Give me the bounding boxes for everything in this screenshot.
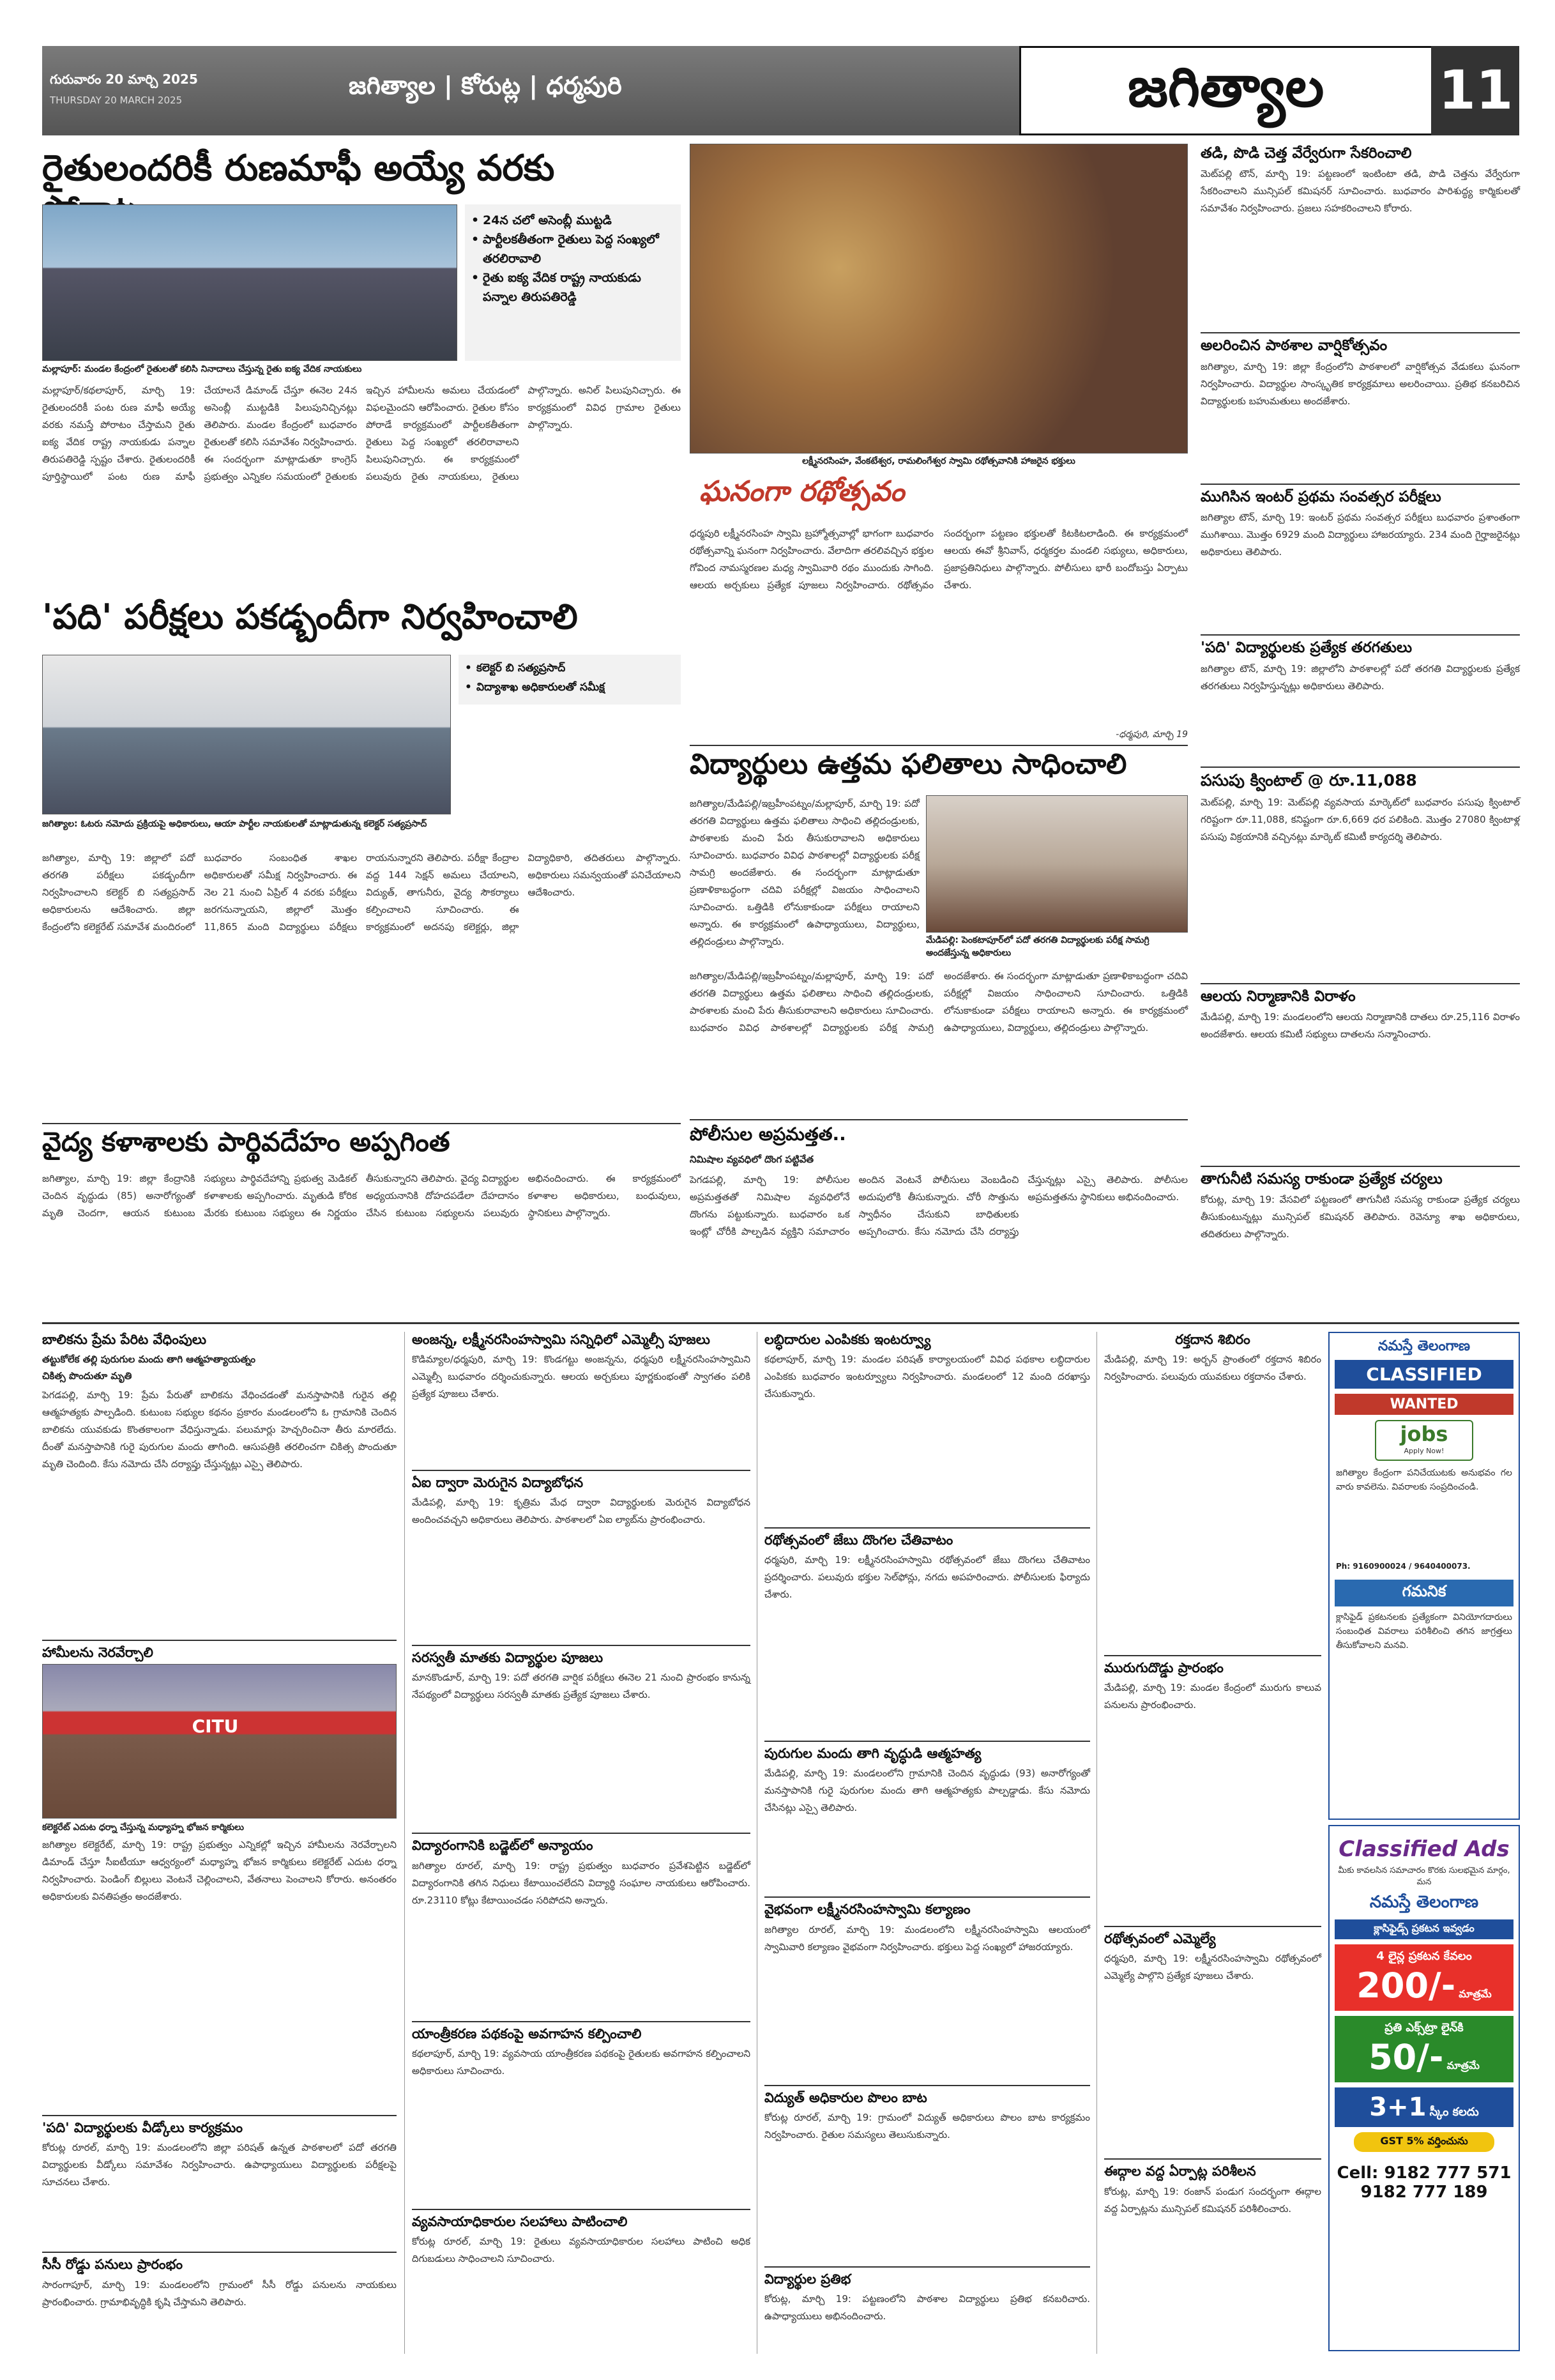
- c1-headline: అంజన్న, లక్ష్మీనరసింహస్వామి సన్నిధిలో ఎమ్మెల్సీ పూజలు: [412, 1332, 710, 1347]
- d3-headline: పురుగుల మందు తాగి వృద్ధుడి ఆత్మహత్య: [764, 1746, 982, 1762]
- right2-headline: అలరించిన పాఠశాల వార్షికోత్సవం: [1201, 337, 1388, 355]
- ad-gamanika-text: క్లాసిఫైడ్ ప్రకటనలకు ప్రత్యేకంగా వినియోగదారులు సంబంధిత వివరాలు పరిశీలించి తగిన జాగ్రత్తలు తీసుకోవాలని మనవి.: [1336, 1612, 1512, 1651]
- ad-jobs-text: jobs: [1400, 1422, 1448, 1446]
- a5-headline: వైద్య కళాశాలకు పార్థివదేహం అప్పగింత: [42, 1126, 450, 1157]
- promo-cell-2: 9182 777 189: [1360, 2183, 1488, 2202]
- promo-offer-1: 4 లైన్ల ప్రకటన కేవలం: [1376, 1949, 1472, 1963]
- d4-headline: వైభవంగా లక్ష్మీనరసింహస్వామి కల్యాణం: [764, 1902, 971, 1918]
- lower-col-4-separator-2: [1104, 1926, 1321, 1927]
- a4-body-bottom: జగిత్యాల/మేడిపల్లి/ఇబ్రహీంపట్నం/మల్లాపూర్, మార్చి 19: పదో తరగతి విద్యార్థులు ఉత్తమ ఫలితాలు సాధించి తల్లిదండ్రులకు, పాఠశాలకు మంచి పేరు తీసుకురావాలని అధికారులు సూచించారు. బుధవారం వివిధ పాఠశాలల్లో విద్యార్థులకు పరీక్ష సామగ్రి అందజేశారు. ఈ సందర్భంగా మాట్లాడుతూ ప్రణాళికాబద్ధంగా చదివి పరీక్షల్లో విజయం సాధించాలని సూచించారు. ఒత్తిడికి లోనుకాకుండా పరీక్షలు రాయాలని అన్నారు. ఈ కార్యక్రమంలో ఉపాధ్యాయులు, విద్యార్థులు, తల్లిదండ్రులు పాల్గొన్నారు.: [690, 970, 1188, 1034]
- lower-col-1-separator-2: [42, 2115, 397, 2116]
- a1-body: మల్లాపూర్/కథలాపూర్, మార్చి 19: రైతులందరికీ పంట రుణ మాఫీ అయ్యే వరకు నమస్తే పోరాటం చేస్తామని రైతు ఐక్య వేదిక రాష్ట్ర నాయకుడు పన్నాల తిరుపతిరెడ్డి స్పష్టం చేశారు. రైతులందరికీ పూర్తిస్థాయిలో పంట రుణ మాఫీ చేయాలనే డిమాండ్‌ చేస్తూ ఈనెల 24న అసెంబ్లీ ముట్టడికి పిలుపునిచ్చినట్లు తెలిపారు. మండల కేంద్రంలో బుధవారం రైతులతో కలిసి సమావేశం నిర్వహించారు. ఈ సందర్భంగా మాట్లాడుతూ కాంగ్రెస్‌ ప్రభుత్వం ఎన్నికల సమయంలో రైతులకు ఇచ్చిన హామీలను అమలు చేయడంలో విఫలమైందని ఆరోపించారు. రైతుల కోసం పోరాడే కార్యక్రమంలో పార్టీలకతీతంగా రైతులు పెద్ద సంఖ్యలో తరలిరావాలని పిలుపునిచ్చారు. ఈ కార్యక్రమంలో పలువురు రైతు నాయకులు, రైతులు పాల్గొన్నారు. అనిల్ పిలుపునిచ్చారు. ఈ కార్యక్రమంలో వివిధ గ్రామాల రైతులు పాల్గొన్నారు.: [42, 385, 681, 482]
- promo-offer-2: ప్రతి ఎక్స్‌ట్రా లైన్‌కి: [1384, 2021, 1464, 2034]
- a4-body-left: జగిత్యాల/మేడిపల్లి/ఇబ్రహీంపట్నం/మల్లాపూర్, మార్చి 19: పదో తరగతి విద్యార్థులు ఉత్తమ ఫలితాలు సాధించి తల్లిదండ్రులకు, పాఠశాలకు మంచి పేరు తీసుకురావాలని అధికారులు సూచించారు. బుధవారం వివిధ పాఠశాలల్లో విద్యార్థులకు పరీక్ష సామగ్రి అందజేశారు. ఈ సందర్భంగా మాట్లాడుతూ ప్రణాళికాబద్ధంగా చదివి పరీక్షల్లో విజయం సాధించాలని సూచించారు. ఒత్తిడికి లోనుకాకుండా పరీక్షలు రాయాలని అన్నారు. ఈ కార్యక్రమంలో ఉపాధ్యాయులు, విద్యార్థులు, తల్లిదండ్రులు పాల్గొన్నారు.: [690, 798, 920, 947]
- ad-wanted-phone: Ph: 9160900024 / 9640400073.: [1336, 1562, 1471, 1571]
- e4-headline: ఈద్గాల వద్ద ఏర్పాట్ల పరిశీలన: [1104, 2163, 1256, 2179]
- a6-separator: [690, 1119, 1188, 1120]
- a1-bullet-2: • పార్టీలకతీతంగా రైతులు పెద్ద సంఖ్యలో తరలిరావాలి: [469, 230, 677, 268]
- a1-bullet-3: • రైతు ఐక్య వేదిక రాష్ట్ర నాయకుడు పన్నాల తిరుపతిరెడ్డి: [469, 268, 677, 307]
- promo-strip: క్లాసిఫైడ్స్ ప్రకటన ఇవ్వడం: [1335, 1919, 1513, 1939]
- b4-body: సారంగాపూర్, మార్చి 19: మండలంలోని గ్రామంలో సీసీ రోడ్డు పనులను నాయకులు ప్రారంభించారు. గ్రామాభివృద్ధికి కృషి చేస్తామని తెలిపారు.: [42, 2278, 397, 2308]
- d2-body: ధర్మపురి, మార్చి 19: లక్ష్మీనరసింహస్వామి రథోత్సవంలో జేబు దొంగలు చేతివాటం ప్రదర్శించారు. పలువురు భక్తుల సెల్‌ఫోన్లు, నగదు అపహరించారు. పోలీసులకు ఫిర్యాదు చేశారు.: [764, 1554, 1090, 1601]
- promo-price-2: 50/-: [1369, 2037, 1444, 2077]
- a3-photo: [690, 144, 1188, 454]
- lower-col-1-separator-1: [42, 1640, 397, 1641]
- ad-jobs-graphic: [1375, 1420, 1473, 1461]
- promo-price-2-sub: మాత్రమే: [1446, 2059, 1480, 2071]
- masthead-date-telugu: గురువారం 20 మార్చి 2025: [50, 72, 198, 87]
- promo-offer-1-box: [1335, 1944, 1513, 2011]
- a4-photo: [926, 795, 1188, 933]
- masthead-editions: జగిత్యాల | కోరుట్ల | ధర్మపురి: [349, 72, 622, 100]
- lower-col-4-separator-3: [1104, 2158, 1321, 2160]
- lower-col-1: [42, 1332, 397, 2354]
- a1-bullet-1: • 24న చలో అసెంబ్లీ ముట్టడి: [469, 211, 677, 230]
- d1-headline: లబ్ధిదారుల ఎంపికకు ఇంటర్వ్యూ: [764, 1332, 931, 1347]
- e4-body: కోరుట్ల, మార్చి 19: రంజాన్ పండుగ సందర్భంగా ఈద్గాల వద్ద ఏర్పాట్లను మున్సిపల్ కమిషనర్ పరిశీలించారు.: [1104, 2185, 1321, 2215]
- a1-photo: [42, 204, 457, 361]
- d6-body: కోరుట్ల, మార్చి 19: పట్టణంలోని పాఠశాల విద్యార్థులు ప్రతిభ కనబరిచారు. ఉపాధ్యాయులు అభినందించారు.: [764, 2292, 1090, 2322]
- ad-wanted-text: జగిత్యాల కేంద్రంగా పనిచేయుటకు అనుభవం గల వారు కావలెను. వివరాలకు సంప్రదించండి.: [1336, 1468, 1512, 1492]
- right6-body: మేడిపల్లి, మార్చి 19: మండలంలోని ఆలయ నిర్మాణానికి దాతలు రూ.25,116 విరాళం అందజేశారు. ఆలయ కమిటీ సభ్యులు దాతలను సన్మానించారు.: [1201, 1011, 1520, 1040]
- a2-headline: 'పది' పరీక్షలు పకడ్బందీగా నిర్వహించాలి: [42, 597, 578, 637]
- ad-brand-logo: నమస్తే తెలంగాణ: [1377, 1338, 1471, 1354]
- ads-column: [1328, 1332, 1520, 2354]
- lower-col-2-separator-1: [412, 1470, 750, 1471]
- b1-bullet-2: చికిత్స పొందుతూ మృతి: [42, 1370, 132, 1382]
- right7-headline: తాగునీటి సమస్య రాకుండా ప్రత్యేక చర్యలు: [1201, 1170, 1443, 1187]
- b4-headline: సీసీ రోడ్డు పనులు ప్రారంభం: [42, 2257, 183, 2273]
- a2-bullets: [459, 655, 681, 705]
- promo-brand: నమస్తే తెలంగాణ: [1369, 1893, 1479, 1912]
- e2-headline: మురుగుదొడ్డు ప్రారంభం: [1104, 1660, 1224, 1676]
- b1-body: పెగడపల్లి, మార్చి 19: ప్రేమ పేరుతో బాలికను వేధించడంతో మనస్తాపానికి గురైన తల్లి ఆత్మహత్యకు పాల్పడింది. కుటుంబ సభ్యుల కథనం ప్రకారం మండలంలోని ఓ గ్రామానికి చెందిన బాలికను యువకుడు కొంతకాలంగా వేధిస్తున్నాడు. పలుమార్లు హెచ్చరించినా తీరు మారలేదు. దీంతో మనస్తాపానికి గురై పురుగుల మందు తాగింది. ఆసుపత్రికి తరలించగా చికిత్స పొందుతూ మృతి చెందింది. కేసు నమోదు చేసి దర్యాప్తు చేస్తున్నట్లు ఎస్సై తెలిపారు.: [42, 1389, 397, 1470]
- a4-caption: మేడిపల్లి: పెంకటాపూర్‌లో పదో తరగతి విద్యార్థులకు పరీక్ష సామగ్రి అందజేస్తున్న అధికారులు: [926, 935, 1149, 958]
- promo-tagline: మీకు కావలసిన సమాచారం కొరకు సులభమైన మార్గం, మన: [1338, 1866, 1510, 1887]
- masthead-date-english: THURSDAY 20 MARCH 2025: [50, 95, 183, 106]
- right3-body: జగిత్యాల టౌన్, మార్చి 19: ఇంటర్ ప్రథమ సంవత్సర పరీక్షలు బుధవారం ప్రశాంతంగా ముగిశాయి. మొత్తం 6929 మంది విద్యార్థులు హాజరయ్యారు. 234 మంది గైర్హాజరైనట్లు అధికారులు తెలిపారు.: [1201, 512, 1520, 558]
- c3-body: మానకొండూర్, మార్చి 19: పదో తరగతి వార్షిక పరీక్షలు ఈనెల 21 నుంచి ప్రారంభం కానున్న నేపథ్యంలో విద్యార్థులు సరస్వతీ మాతకు ప్రత్యేక పూజలు చేశారు.: [412, 1672, 750, 1701]
- lower-col-3-separator-1: [764, 1527, 1090, 1529]
- lower-col-3-separator-2: [764, 1741, 1090, 1742]
- c2-body: మేడిపల్లి, మార్చి 19: కృత్రిమ మేధ ద్వారా విద్యార్థులకు మెరుగైన విద్యాబోధన అందించవచ్చని అధికారులు తెలిపారు. పాఠశాలలో ఏఐ ల్యాబ్‌ను ప్రారంభించారు.: [412, 1497, 750, 1526]
- right2-body: జగిత్యాల, మార్చి 19: జిల్లా కేంద్రంలోని పాఠశాలలో వార్షికోత్సవ వేడుకలు ఘనంగా నిర్వహించారు. విద్యార్థుల సాంస్కృతిక కార్యక్రమాలు అలరించాయి. ప్రతిభ కనబరిచిన విద్యార్థులకు బహుమతులు అందజేశారు.: [1201, 360, 1520, 407]
- lower-col-4-separator-1: [1104, 1655, 1321, 1656]
- lower-col-3-separator-5: [764, 2266, 1090, 2268]
- e3-headline: రథోత్సవంలో ఎమ్మెల్యే: [1104, 1931, 1216, 1947]
- promo-gst: GST 5% వర్తించును: [1354, 2132, 1494, 2152]
- a3-body: ధర్మపురి లక్ష్మీనరసింహ స్వామి బ్రహ్మోత్సవాల్లో భాగంగా బుధవారం రథోత్సవాన్ని ఘనంగా నిర్వహించారు. వేలాదిగా తరలివచ్చిన భక్తుల గోవింద నామస్మరణల మధ్య స్వామివారి రథం ముందుకు సాగింది. ఆలయ అర్చకులు ప్రత్యేక పూజలు నిర్వహించారు. రథోత్సవం సందర్భంగా పట్టణం భక్తులతో కిటకిటలాడింది. ఈ కార్యక్రమంలో ఆలయ ఈవో శ్రీనివాస్, ధర్మకర్తల మండలి సభ్యులు, అధికారులు, ప్రజాప్రతినిధులు పాల్గొన్నారు. పోలీసులు భారీ బందోబస్తు ఏర్పాటు చేశారు.: [690, 528, 1188, 591]
- right6-headline: ఆలయ నిర్మాణానికి విరాళం: [1201, 988, 1356, 1005]
- b3-body: కోరుట్ల రూరల్, మార్చి 19: మండలంలోని జిల్లా పరిషత్ ఉన్నత పాఠశాలలో పదో తరగతి విద్యార్థులకు వీడ్కోలు సమావేశం నిర్వహించారు. ఉపాధ్యాయులు విద్యార్థులకు పరీక్షలపై సూచనలు చేశారు.: [42, 2142, 397, 2188]
- masthead-section-title: జగిత్యాల: [1128, 56, 1324, 119]
- lower-col-3: [764, 1332, 1090, 2354]
- masthead: [42, 46, 1519, 135]
- a4-headline: విద్యార్థులు ఉత్తమ ఫలితాలు సాధించాలి: [690, 748, 1127, 781]
- b2-headline: హామీలను నెరవేర్చాలి: [42, 1645, 153, 1661]
- right-separator-5: [1201, 983, 1520, 984]
- promo-price-1: 200/-: [1356, 1965, 1456, 2006]
- c5-headline: యాంత్రీకరణ పథకంపై అవగాహన కల్పించాలి: [412, 2025, 642, 2041]
- a5-body: జగిత్యాల, మార్చి 19: జిల్లా కేంద్రానికి చెందిన వృద్ధుడు (85) అనారోగ్యంతో మృతి చెందగా, ఆయన కుటుంబ సభ్యులు పార్థివదేహాన్ని ప్రభుత్వ మెడికల్ కళాశాలకు అప్పగించారు. మృతుడి కోరిక మేరకు కుటుంబ సభ్యులు ఈ నిర్ణయం తీసుకున్నారని తెలిపారు. వైద్య విద్యార్థుల అధ్యయనానికి దోహదపడేలా దేహదానం చేసిన కుటుంబ సభ్యులను పలువురు అభినందించారు. ఈ కార్యక్రమంలో కళాశాల అధికారులు, బంధువులు, స్థానికులు పాల్గొన్నారు.: [42, 1173, 681, 1219]
- right-separator-1: [1201, 332, 1520, 333]
- e1-headline: రక్తదాన శిబిరం: [1175, 1332, 1250, 1347]
- lower-col-4: [1104, 1332, 1321, 2354]
- classified-promo-box: [1328, 1825, 1520, 2351]
- b2-body: జగిత్యాల కలెక్టరేట్, మార్చి 19: రాష్ట్ర ప్రభుత్వం ఎన్నికల్లో ఇచ్చిన హామీలను నెరవేర్చాలని డిమాండ్ చేస్తూ సీఐటీయూ ఆధ్వర్యంలో మధ్యాహ్న భోజన కార్మికులు కలెక్టరేట్ ఎదుట ధర్నా నిర్వహించారు. పెండింగ్ బిల్లులు వెంటనే చెల్లించాలని, వేతనాలు పెంచాలని కోరారు. అనంతరం అధికారులకు వినతిపత్రం అందజేశారు.: [42, 1839, 397, 1903]
- lower-col-3-separator-4: [764, 2085, 1090, 2086]
- right-separator-3: [1201, 634, 1520, 636]
- ad-classified-banner: CLASSIFIED: [1335, 1360, 1513, 1389]
- promo-offer-3-sub: స్కీం కలదు: [1429, 2105, 1479, 2119]
- ad-wanted-label: WANTED: [1335, 1394, 1513, 1415]
- b1-bullet-1: తట్టుకోలేక తల్లి పురుగుల మందు తాగి ఆత్మహత్యాయత్నం: [42, 1354, 256, 1366]
- a6-body: పెగడపల్లి, మార్చి 19: పోలీసుల అప్రమత్తతతో నిమిషాల వ్యవధిలోనే దొంగను పట్టుకున్నారు. బుధవారం ఒక ఇంట్లో చోరీకి పాల్పడిన వ్యక్తిని సమాచారం అందిన వెంటనే పోలీసులు వెంబడించి అదుపులోకి తీసుకున్నారు. చోరీ సొత్తును స్వాధీనం చేసుకుని బాధితులకు అప్పగించారు. కేసు నమోదు చేసి దర్యాప్తు చేస్తున్నట్లు ఎస్సై తెలిపారు. పోలీసుల అప్రమత్తతను స్థానికులు అభినందించారు.: [690, 1174, 1188, 1237]
- right1-body: మెట్‌పల్లి టౌన్, మార్చి 19: పట్టణంలో ఇంటింటా తడి, పొడి చెత్తను వేర్వేరుగా సేకరించాలని మున్సిపల్ కమిషనర్ సూచించారు. బుధవారం పారిశుద్ధ్య కార్మికులతో సమావేశం నిర్వహించారు. ప్రజలు సహకరించాలని కోరారు.: [1201, 168, 1520, 215]
- a2-photo: [42, 655, 451, 814]
- a2-caption: జగిత్యాల: ఓటరు నమోదు ప్రక్రియపై అధికారులు, ఆయా పార్టీల నాయకులతో మాట్లాడుతున్న కలెక్టర్ సత్యప్రసాద్: [42, 819, 427, 829]
- a3-caption: లక్ష్మీనరసింహ, వేంకటేశ్వర, రామలింగేశ్వర స్వామి రథోత్సవానికి హాజరైన భక్తులు: [802, 456, 1075, 466]
- lower-col-2-separator-4: [412, 2021, 750, 2022]
- e3-body: ధర్మపురి, మార్చి 19: లక్ష్మీనరసింహస్వామి రథోత్సవంలో ఎమ్మెల్యే పాల్గొని ప్రత్యేక పూజలు చేశారు.: [1104, 1953, 1321, 1982]
- lower-col-2: [412, 1332, 750, 2354]
- a3-headline: ఘనంగా రథోత్సవం: [699, 475, 905, 508]
- d2-headline: రథోత్సవంలో జేబు దొంగల చేతివాటం: [764, 1532, 953, 1548]
- c4-headline: విద్యారంగానికి బడ్జెట్‌లో అన్యాయం: [412, 1838, 593, 1854]
- a5-separator: [42, 1123, 681, 1124]
- classified-ad-box: [1328, 1332, 1520, 1820]
- right-separator-6: [1201, 1166, 1520, 1167]
- a2-body: జగిత్యాల, మార్చి 19: జిల్లాలో పదో తరగతి పరీక్షలు పకడ్బందీగా నిర్వహించాలని కలెక్టర్ బి సత్యప్రసాద్ అధికారులను ఆదేశించారు. జిల్లా కేంద్రంలోని కలెక్టరేట్ సమావేశ మందిరంలో బుధవారం సంబంధిత శాఖల అధికారులతో సమీక్ష నిర్వహించారు. ఈ నెల 21 నుంచి ఏప్రిల్ 4 వరకు పరీక్షలు జరగనున్నాయని, జిల్లాలో మొత్తం 11,865 మంది విద్యార్థులు పరీక్షలు రాయనున్నారని తెలిపారు. పరీక్షా కేంద్రాల వద్ద 144 సెక్షన్ అమలు చేయాలని, విద్యుత్, తాగునీరు, వైద్య సౌకర్యాలు కల్పించాలని సూచించారు. ఈ కార్యక్రమంలో అదనపు కలెక్టర్లు, జిల్లా విద్యాధికారి, తదితరులు పాల్గొన్నారు. అధికారులు సమన్వయంతో పనిచేయాలని ఆదేశించారు.: [42, 852, 681, 933]
- right5-body: మెట్‌పల్లి, మార్చి 19: మెట్‌పల్లి వ్యవసాయ మార్కెట్‌లో బుధవారం పసుపు క్వింటాల్ గరిష్టంగా రూ.11,088, కనిష్టంగా రూ.6,669 ధర పలికింది. మొత్తం 27080 క్వింటాళ్ల పసుపు విక్రయానికి వచ్చినట్లు మార్కెట్ కమిటీ కార్యదర్శి తెలిపారు.: [1201, 796, 1520, 843]
- a1-caption: మల్లాపూర్: మండల కేంద్రంలో రైతులతో కలిసి నినాదాలు చేస్తున్న రైతు ఐక్య వేదిక నాయకులు: [42, 364, 362, 374]
- promo-classified-ads-logo: Classified Ads: [1339, 1836, 1510, 1862]
- d3-body: మేడిపల్లి, మార్చి 19: మండలంలోని గ్రామానికి చెందిన వృద్ధుడు (93) అనారోగ్యంతో మనస్తాపానికి గురై పురుగుల మందు తాగి ఆత్మహత్యకు పాల్పడ్డాడు. కేసు నమోదు చేసినట్లు ఎస్సై తెలిపారు.: [764, 1767, 1090, 1814]
- e2-body: మేడిపల్లి, మార్చి 19: మండల కేంద్రంలో మురుగు కాలువ పనులను ప్రారంభించారు.: [1104, 1682, 1321, 1711]
- lower-col-2-separator-2: [412, 1645, 750, 1646]
- ad-gamanika-label: గమనిక: [1335, 1580, 1513, 1606]
- b3-headline: 'పది' విద్యార్థులకు వీడ్కోలు కార్యక్రమం: [42, 2120, 243, 2136]
- ad-jobs-sub: Apply Now!: [1404, 1447, 1445, 1455]
- lower-section-divider: [42, 1322, 1519, 1324]
- a3-dateline: -ధర్మపురి, మార్చి 19: [1116, 729, 1188, 740]
- right4-headline: 'పది' విద్యార్థులకు ప్రత్యేక తరగతులు: [1201, 639, 1413, 657]
- d1-body: కథలాపూర్, మార్చి 19: మండల పరిషత్ కార్యాలయంలో వివిధ పథకాల లబ్ధిదారుల ఎంపికకు బుధవారం ఇంటర్వ్యూలు నిర్వహించారు. మండలంలో 12 మంది దరఖాస్తు చేసుకున్నారు.: [764, 1354, 1090, 1400]
- right5-headline: పసుపు క్వింటాల్ @ రూ.11,088: [1201, 770, 1417, 790]
- lower-col-3-separator-3: [764, 1896, 1090, 1898]
- lower-vertical-separator-1: [404, 1332, 405, 2354]
- right4-body: జగిత్యాల టౌన్, మార్చి 19: జిల్లాలోని పాఠశాలల్లో పదో తరగతి విద్యార్థులకు ప్రత్యేక తరగతులు నిర్వహిస్తున్నట్లు అధికారులు తెలిపారు.: [1201, 662, 1520, 692]
- masthead-page-number: 11: [1438, 59, 1513, 121]
- b2-photo: [42, 1664, 397, 1819]
- promo-cell: Cell: 9182 777 571: [1337, 2163, 1512, 2183]
- right7-body: కోరుట్ల, మార్చి 19: వేసవిలో పట్టణంలో తాగునీటి సమస్య రాకుండా ప్రత్యేక చర్యలు తీసుకుంటున్నట్లు మున్సిపల్ కమిషనర్ తెలిపారు. రెవెన్యూ శాఖ అధికారులు, తదితరులు పాల్గొన్నారు.: [1201, 1194, 1520, 1240]
- e1-body: మేడిపల్లి, మార్చి 19: అర్బన్ ప్రాంతంలో రక్తదాన శిబిరం నిర్వహించారు. పలువురు యువకులు రక్తదానం చేశారు.: [1104, 1354, 1321, 1383]
- promo-offer-2-box: [1335, 2016, 1513, 2082]
- d5-body: కోరుట్ల రూరల్, మార్చి 19: గ్రామంలో విద్యుత్ అధికారులు పొలం బాట కార్యక్రమం నిర్వహించారు. రైతుల సమస్యలు తెలుసుకున్నారు.: [764, 2111, 1090, 2140]
- lower-col-1-separator-3: [42, 2252, 397, 2253]
- right3-headline: ముగిసిన ఇంటర్ ప్రథమ సంవత్సర పరీక్షలు: [1201, 488, 1441, 505]
- lower-col-2-separator-5: [412, 2209, 750, 2210]
- lower-vertical-separator-3: [1096, 1332, 1097, 2354]
- right1-headline: తడి, పొడి చెత్త వేర్వేరుగా సేకరించాలి: [1201, 145, 1412, 162]
- a2-bullet-2: • విద్యాశాఖ అధికారులతో సమీక్ష: [462, 678, 677, 697]
- lower-col-2-separator-3: [412, 1833, 750, 1834]
- a4-separator: [690, 745, 1188, 746]
- c5-body: కథలాపూర్, మార్చి 19: వ్యవసాయ యాంత్రీకరణ పథకంపై రైతులకు అవగాహన కల్పించాలని అధికారులు సూచించారు.: [412, 2047, 750, 2077]
- right-separator-4: [1201, 767, 1520, 768]
- c6-body: కోరుట్ల రూరల్, మార్చి 19: రైతులు వ్యవసాయాధికారుల సలహాలు పాటించి అధిక దిగుబడులు సాధించాలని సూచించారు.: [412, 2235, 750, 2264]
- d5-headline: విద్యుత్ అధికారుల పొలం బాట: [764, 2089, 927, 2105]
- c6-headline: వ్యవసాయాధికారుల సలహాలు పాటించాలి: [412, 2213, 628, 2229]
- a2-bullet-1: • కలెక్టర్ బి సత్యప్రసాద్: [462, 659, 677, 678]
- promo-offer-3-box: [1335, 2087, 1513, 2127]
- promo-price-1-sub: మాత్రమే: [1459, 1988, 1492, 2000]
- right-separator-2: [1201, 484, 1520, 485]
- d4-body: జగిత్యాల రూరల్, మార్చి 19: మండలంలోని లక్ష్మీనరసింహస్వామి ఆలయంలో స్వామివారి కల్యాణం వైభవంగా నిర్వహించారు. భక్తులు పెద్ద సంఖ్యలో హాజరయ్యారు.: [764, 1923, 1090, 1953]
- a1-headline: రైతులందరికీ రుణమాఫీ అయ్యే వరకు: [42, 148, 555, 189]
- a6-headline: పోలీసుల అప్రమత్తత..: [690, 1124, 846, 1145]
- c4-body: జగిత్యాల రూరల్, మార్చి 19: రాష్ట్ర ప్రభుత్వం బుధవారం ప్రవేశపెట్టిన బడ్జెట్‌లో విద్యారంగానికి తగిన నిధులు కేటాయించలేదని విద్యార్థి సంఘాల నాయకులు ఆరోపించారు. రూ.23110 కోట్లు కేటాయించడం సరిపోదని అన్నారు.: [412, 1859, 750, 1906]
- a6-bullet: నిమిషాల వ్యవధిలో దొంగ పట్టివేత: [690, 1154, 814, 1165]
- b2-caption: కలెక్టరేట్ ఎదుట ధర్నా చేస్తున్న మధ్యాహ్న భోజన కార్మికులు: [42, 1822, 244, 1833]
- a1-bullets: [465, 204, 681, 361]
- d6-headline: విద్యార్థుల ప్రతిభ: [764, 2271, 851, 2287]
- promo-offer-3: 3+1: [1369, 2093, 1427, 2122]
- right-column: [1201, 144, 1520, 1313]
- c3-headline: సరస్వతీ మాతకు విద్యార్థుల పూజలు: [412, 1650, 603, 1666]
- b1-headline: బాలికను ప్రేమ పేరిట వేధింపులు: [42, 1332, 207, 1347]
- b2-banner-text: CITU: [192, 1716, 239, 1737]
- c1-body: కొడిమ్యాల/ధర్మపురి, మార్చి 19: కొండగట్టు అంజన్నను, ధర్మపురి లక్ష్మీనరసింహస్వామిని ఎమ్మెల్సీ బుధవారం దర్శించుకున్నారు. ఆలయ అర్చకులు పూర్ణకుంభంతో స్వాగతం పలికి ప్రత్యేక పూజలు చేశారు.: [412, 1354, 750, 1400]
- c2-headline: ఏఐ ద్వారా మెరుగైన విద్యాబోధన: [412, 1475, 584, 1491]
